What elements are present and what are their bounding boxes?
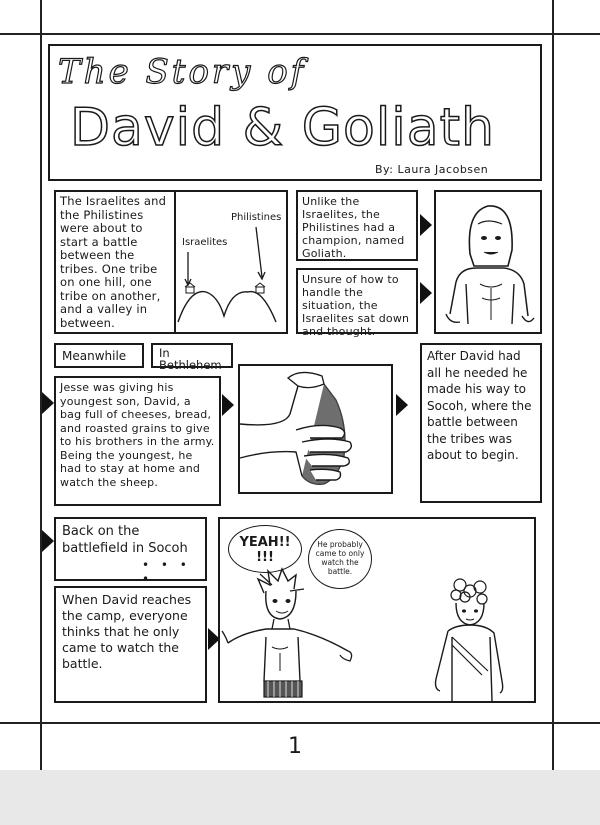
goliath-drawing bbox=[436, 192, 540, 332]
frame-line-left bbox=[40, 0, 42, 770]
champion-text: Unlike the Israelites, the Philistines had a champion, named Goliath. bbox=[302, 195, 405, 260]
title-panel bbox=[48, 44, 542, 181]
champion-panel bbox=[296, 190, 418, 261]
arrow-hand bbox=[396, 394, 408, 416]
reaches-panel bbox=[54, 586, 207, 703]
intro-panel bbox=[54, 190, 288, 334]
intro-text: The Israelites and the Philistines were about to start a battle between the tribes. One tribe on one hill, one tribe on another, and a valley in between. bbox=[56, 192, 176, 332]
frame-line-bottom bbox=[0, 722, 600, 724]
label-israelites: Israelites bbox=[182, 237, 228, 248]
after-text: After David had all he needed he made his way to Socoh, where the battle between the tribes was about to begin. bbox=[427, 349, 532, 462]
label-philistines: Philistines bbox=[231, 212, 282, 223]
battlefield-drawing bbox=[220, 519, 534, 701]
jesse-text: Jesse was giving his youngest son, David, a bag full of cheeses, bread, and roasted grains to give to his brothers in the army. Being the youngest, he had to stay at home and watch the sheep. bbox=[60, 381, 215, 489]
arrow-jesse bbox=[222, 394, 234, 416]
bethlehem-text: In Bethlehem bbox=[159, 346, 222, 372]
page-bottom-shadow bbox=[0, 770, 600, 825]
arrow-champion bbox=[420, 214, 432, 236]
jesse-panel bbox=[54, 376, 221, 506]
thought-bubble-text: He probably came to only watch the battle. bbox=[315, 540, 365, 576]
battlefield-panel bbox=[218, 517, 536, 703]
unsure-panel bbox=[296, 268, 418, 338]
hand-bag-panel bbox=[238, 364, 393, 494]
back-text: Back on the battlefield in Socoh bbox=[62, 524, 188, 556]
arrow-into-jesse bbox=[42, 392, 54, 414]
hand-bag-drawing bbox=[240, 366, 391, 492]
reaches-text: When David reaches the camp, everyone thinks that he only came to watch the battle. bbox=[62, 592, 192, 671]
frame-line-right bbox=[552, 0, 554, 770]
hills-drawing bbox=[176, 192, 288, 332]
after-panel bbox=[420, 343, 542, 503]
meanwhile-text: Meanwhile bbox=[62, 349, 127, 363]
byline: By: Laura Jacobsen bbox=[375, 163, 489, 176]
unsure-text: Unsure of how to handle the situation, the Israelites sat down and thought. bbox=[302, 273, 410, 338]
arrow-into-back bbox=[42, 530, 54, 552]
back-panel bbox=[54, 517, 207, 586]
yeah-bubble-text: YEAH!! !!! bbox=[239, 535, 291, 565]
title-line-2: David & Goliath bbox=[70, 98, 495, 158]
meanwhile-panel bbox=[54, 343, 144, 368]
frame-line-top bbox=[0, 33, 600, 35]
arrow-unsure bbox=[420, 282, 432, 304]
title-line-1: The Story of bbox=[58, 52, 307, 92]
bethlehem-panel bbox=[151, 343, 233, 372]
dots: • • • • bbox=[142, 558, 191, 586]
page-number: 1 bbox=[288, 734, 302, 759]
goliath-panel bbox=[434, 190, 542, 334]
